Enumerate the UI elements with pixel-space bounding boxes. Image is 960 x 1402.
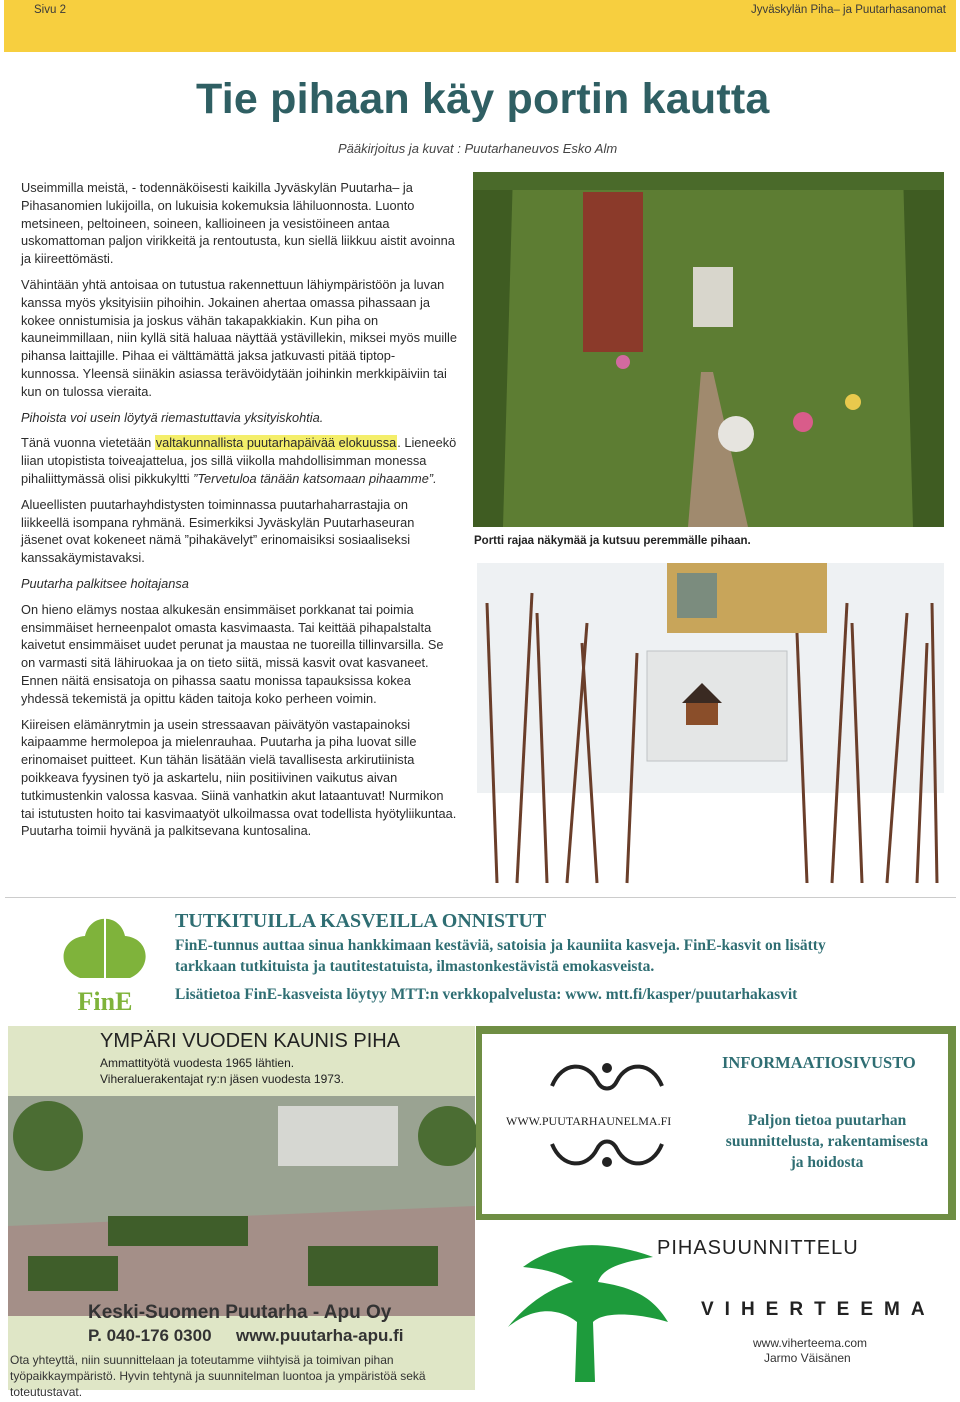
puutarhaunelma-title: INFORMAATIOSIVUSTO (722, 1053, 916, 1072)
apu-courtyard-illustration (8, 1096, 475, 1316)
ornament-top-icon (542, 1056, 672, 1096)
photo-caption: Portti rajaa näkymää ja kutsuu peremmälle pihaan. (474, 535, 751, 547)
viherteema-brand: VIHERTEEMA (701, 1299, 936, 1320)
subheading: Puutarha palkitsee hoitajansa (21, 575, 189, 591)
puutarhaunelma-panel (482, 1034, 948, 1214)
viherteema-contact-person: Jarmo Väisänen (764, 1351, 851, 1365)
apu-headline: YMPÄRI VUODEN KAUNIS PIHA (100, 1030, 401, 1052)
fine-logo-icon (35, 898, 175, 1023)
puutarhaunelma-advert (476, 1026, 956, 1220)
text-span: . Lieneekö liian utopistista toiveajattelua, jos sillä viikolla mahdollisimman monessa pihaliittymässä olisi pikkukyltti (21, 435, 457, 486)
puutarhaunelma-text: Paljon tietoa puutarhan suunnittelusta, rakentamisesta ja hoidosta (725, 1112, 929, 1171)
page-header (4, 0, 956, 52)
apu-advert (8, 1026, 475, 1399)
fine-line-3: Lisätietoa FinE-kasveista löytyy MTT:n verkkopalvelusta: www. mtt.fi/kasper/puutarhakasvit (175, 986, 798, 1003)
paragraph: Alueellisten puutarhayhdistysten toiminnassa puutarhaharrastajia on liikkeellä isompana ryhmänä. Esimerkiksi Jyväskylän Puutarhaseuran jäsenet ovat kokeneet nämä ”pihakävelyt” erinomaisiksi sosiaaliseksi kanssakäymistavaksi. (21, 496, 415, 566)
apu-header (8, 1026, 475, 1096)
viherteema-service: PIHASUUNNITTELU (657, 1237, 859, 1259)
apu-website-link[interactable]: www.puutarha-apu.fi (236, 1326, 404, 1345)
article-body (21, 179, 457, 848)
fine-logo-text: FinE (77, 987, 133, 1016)
page-number: Sivu 2 (34, 4, 66, 16)
text-span: Tänä vuonna vietetään (21, 435, 155, 451)
paragraph: On hieno elämys nostaa alkukesän ensimmäiset porkkanat tai poimia ensimmäiset herneenpalot omasta kasvimaasta. Tai keittää pihapalstalta kaivetut ensimmäiset uudet perunat ja maustaa ne tuoreilla tillinvarsilla. Se on varmasti sitä lähiruokaa ja on tieto siitä, missä kasvit ovat kasvaneet. Ennen näitä ensisatoja on pihassa saatu monissa tapauksissa kokea yhdessä tekemistä ja opittu käden taitoja koko perheen voimin. (21, 601, 444, 706)
fine-line-2: tarkkaan tutkituista ja tautitestatuista, ilmastonkestävistä emokasveista. (175, 958, 655, 975)
highlighted-text: valtakunnallista puutarhapäivää elokuussa (155, 435, 397, 451)
garden-path-photo (473, 172, 944, 527)
fine-line-1: FinE-tunnus auttaa sinua hankkimaan kestäviä, satoisia ja kauniita kasveja. FinE-kasvit on lisätty (175, 937, 826, 954)
apu-tagline-2: Viheraluerakentajat ry:n jäsen vuodesta 1973. (100, 1072, 344, 1086)
paragraph (21, 434, 457, 487)
viherteema-advert (483, 1221, 956, 1392)
subheading: Pihoista voi usein löytyä riemastuttavia yksityiskohtia. (21, 409, 324, 425)
winter-gate-photo (477, 563, 944, 887)
fine-advert (5, 897, 956, 1025)
paragraph: Vähintään yhtä antoisaa on tutustua rakennettuun lähiympäristöön ja luvan kanssa myös yksityisiin pihoihin. Jokainen ahertaa omassa pihassaan ja kokee onnistumisia ja joskus vähän takapakkiakin. Kun piha on kauneimmillaan, niin kyllä sitä haluaa näyttää ystävillekin, miksei myös muille pihansa laittajille. Pihaa ei välttämättä jaksa jatkuvasti pitää tiptop- kunnossa. Yleensä siinäkin asiassa terävöidytään joihinkin merkkipäiviin tai kun on tulossa vieraita. (21, 276, 457, 399)
viherteema-tree-icon (503, 1227, 673, 1387)
paragraph: Kiireisen elämänrytmin ja usein stressaavan päivätyön vastapainoksi kaipaamme hermolepoa ja mielenrauhaa. Puutarha ja piha luovat sille erinomaiset puitteet. Kun tähän lisätään vielä tavallisesta arkirutiinista poikkeava fyysinen työ ja askartelu, niin positiivinen vaikutus aivan tutkimustenkin valossa kasvaa. Siinä vanhatkin akut lataantuvat! Nurmikon tai istutusten hoito tai kasvimaatyöt ulkoilmassa ovat todellista hyötyliikuntaa. Puutarha toimii hyvänä ja palkitsevana kuntosalina. (21, 716, 457, 839)
garden-path-illustration (473, 172, 944, 527)
article-byline: Pääkirjoitus ja kuvat : Puutarhaneuvos Esko Alm (338, 141, 618, 156)
viherteema-website-link[interactable]: www.viherteema.com (753, 1336, 868, 1350)
ornament-bottom-icon (542, 1134, 672, 1174)
apu-phone: P. 040-176 0300 (88, 1326, 212, 1345)
apu-tagline-1: Ammattityötä vuodesta 1965 lähtien. (100, 1056, 295, 1070)
apu-description: Ota yhteyttä, niin suunnittelaan ja toteutamme viihtyisä ja toimivan pihan työpaikkaympäristö. Hyvin tehtynä ja suunnitelman luontoa ja ympäristöä sekä toteutustavat. (10, 1353, 426, 1399)
winter-gate-illustration (477, 563, 944, 887)
apu-courtyard-photo (8, 1096, 475, 1316)
article-title: Tie pihaan käy portin kautta (196, 75, 770, 123)
puutarhaunelma-url[interactable]: WWW.PUUTARHAUNELMA.FI (506, 1114, 672, 1128)
paragraph: Useimmilla meistä, - todennäköisesti kaikilla Jyväskylän Puutarha– ja Pihasanomien lukijoilla, on lukuisia kokemuksia lähiluonnosta. Luonto metsineen, peltoineen, soineen, kallioineen ja vesistöineen antaa uskomattoman paljon virikkeitä ja rentoutusta, kun siellä liikkuu aistit avoinna ja kiireettömästi. (21, 180, 455, 267)
fine-title: TUTKITUILLA KASVEILLA ONNISTUT (175, 910, 547, 932)
quoted-text: ”Tervetuloa tänään katsomaan pihaamme”. (193, 470, 437, 486)
publication-name: Jyväskylän Piha– ja Puutarhasanomat (751, 4, 946, 16)
apu-company-name: Keski-Suomen Puutarha - Apu Oy (88, 1302, 392, 1323)
apu-footer (8, 1302, 475, 1399)
